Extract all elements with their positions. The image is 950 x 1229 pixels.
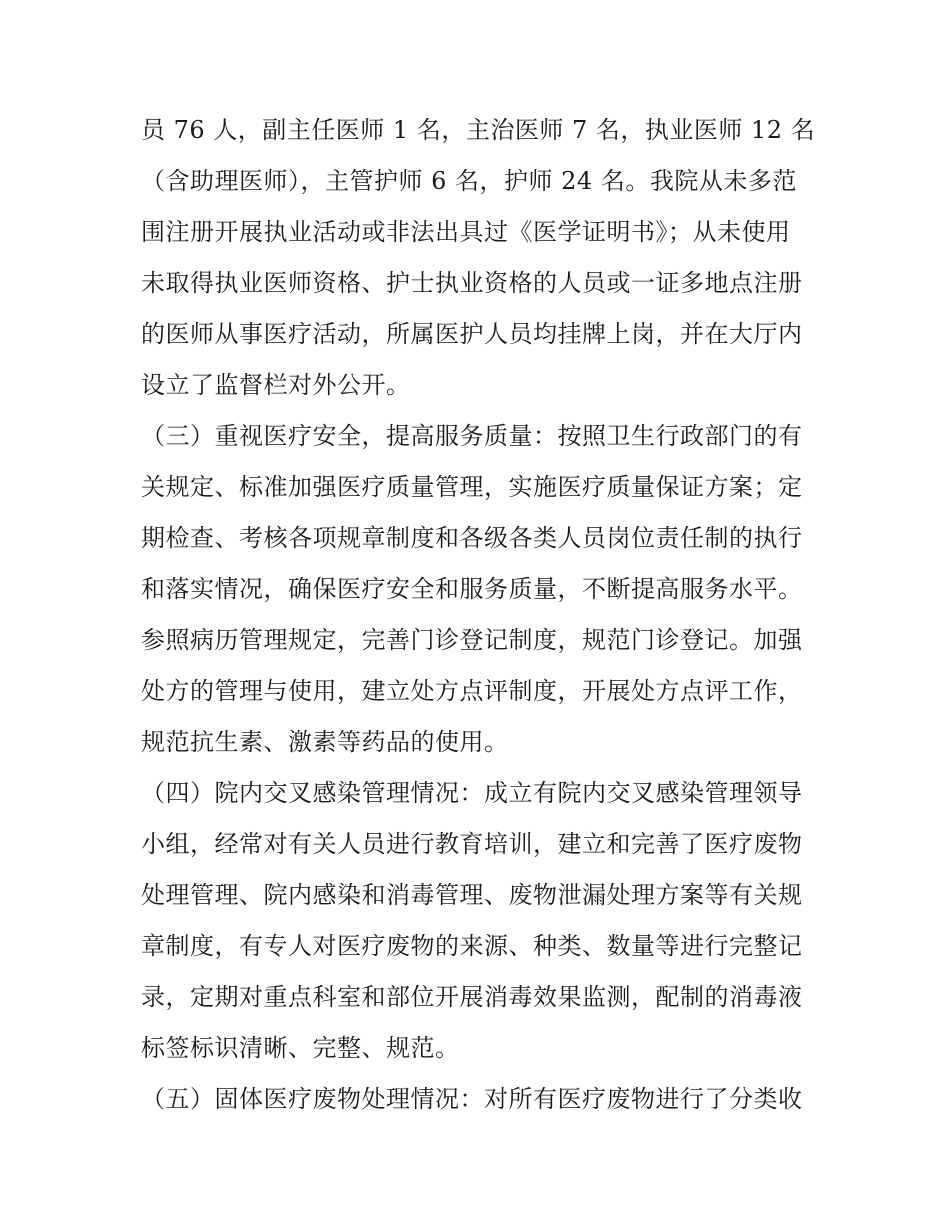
text-line: 录，定期对重点科室和部位开展消毒效果监测，配制的消毒液	[141, 983, 803, 1011]
text-line: 的医师从事医疗活动，所属医护人员均挂牌上岗，并在大厅内	[141, 320, 803, 348]
text-line: 期检查、考核各项规章制度和各级各类人员岗位责任制的执行	[141, 524, 803, 552]
text-line: 关规定、标准加强医疗质量管理，实施医疗质量保证方案；定	[141, 473, 803, 501]
text-line: 规范抗生素、激素等药品的使用。	[141, 728, 509, 756]
text-line: 小组，经常对有关人员进行教育培训，建立和完善了医疗废物	[141, 830, 803, 858]
text-line: 处理管理、院内感染和消毒管理、废物泄漏处理方案等有关规	[141, 881, 803, 909]
text-line: （四）院内交叉感染管理情况：成立有院内交叉感染管理领导	[141, 779, 803, 807]
text-line: 员 76 人，副主任医师 1 名，主治医师 7 名，执业医师 12 名	[141, 116, 816, 144]
text-line: 和落实情况，确保医疗安全和服务质量，不断提高服务水平。	[141, 575, 803, 603]
text-line: 处方的管理与使用，建立处方点评制度，开展处方点评工作，	[141, 677, 803, 705]
text-line: 设立了监督栏对外公开。	[141, 371, 411, 399]
text-line: 标签标识清晰、完整、规范。	[141, 1034, 460, 1062]
text-line: 参照病历管理规定，完善门诊登记制度，规范门诊登记。加强	[141, 626, 803, 654]
text-line: 章制度，有专人对医疗废物的来源、种类、数量等进行完整记	[141, 932, 803, 960]
text-line: （含助理医师），主管护师 6 名，护师 24 名。我院从未多范	[141, 167, 797, 195]
text-line: 围注册开展执业活动或非法出具过《医学证明书》；从未使用	[141, 218, 791, 246]
text-line: （五）固体医疗废物处理情况：对所有医疗废物进行了分类收	[141, 1085, 803, 1113]
text-line: 未取得执业医师资格、护士执业资格的人员或一证多地点注册	[141, 269, 803, 297]
text-line: （三）重视医疗安全，提高服务质量：按照卫生行政部门的有	[141, 422, 803, 450]
